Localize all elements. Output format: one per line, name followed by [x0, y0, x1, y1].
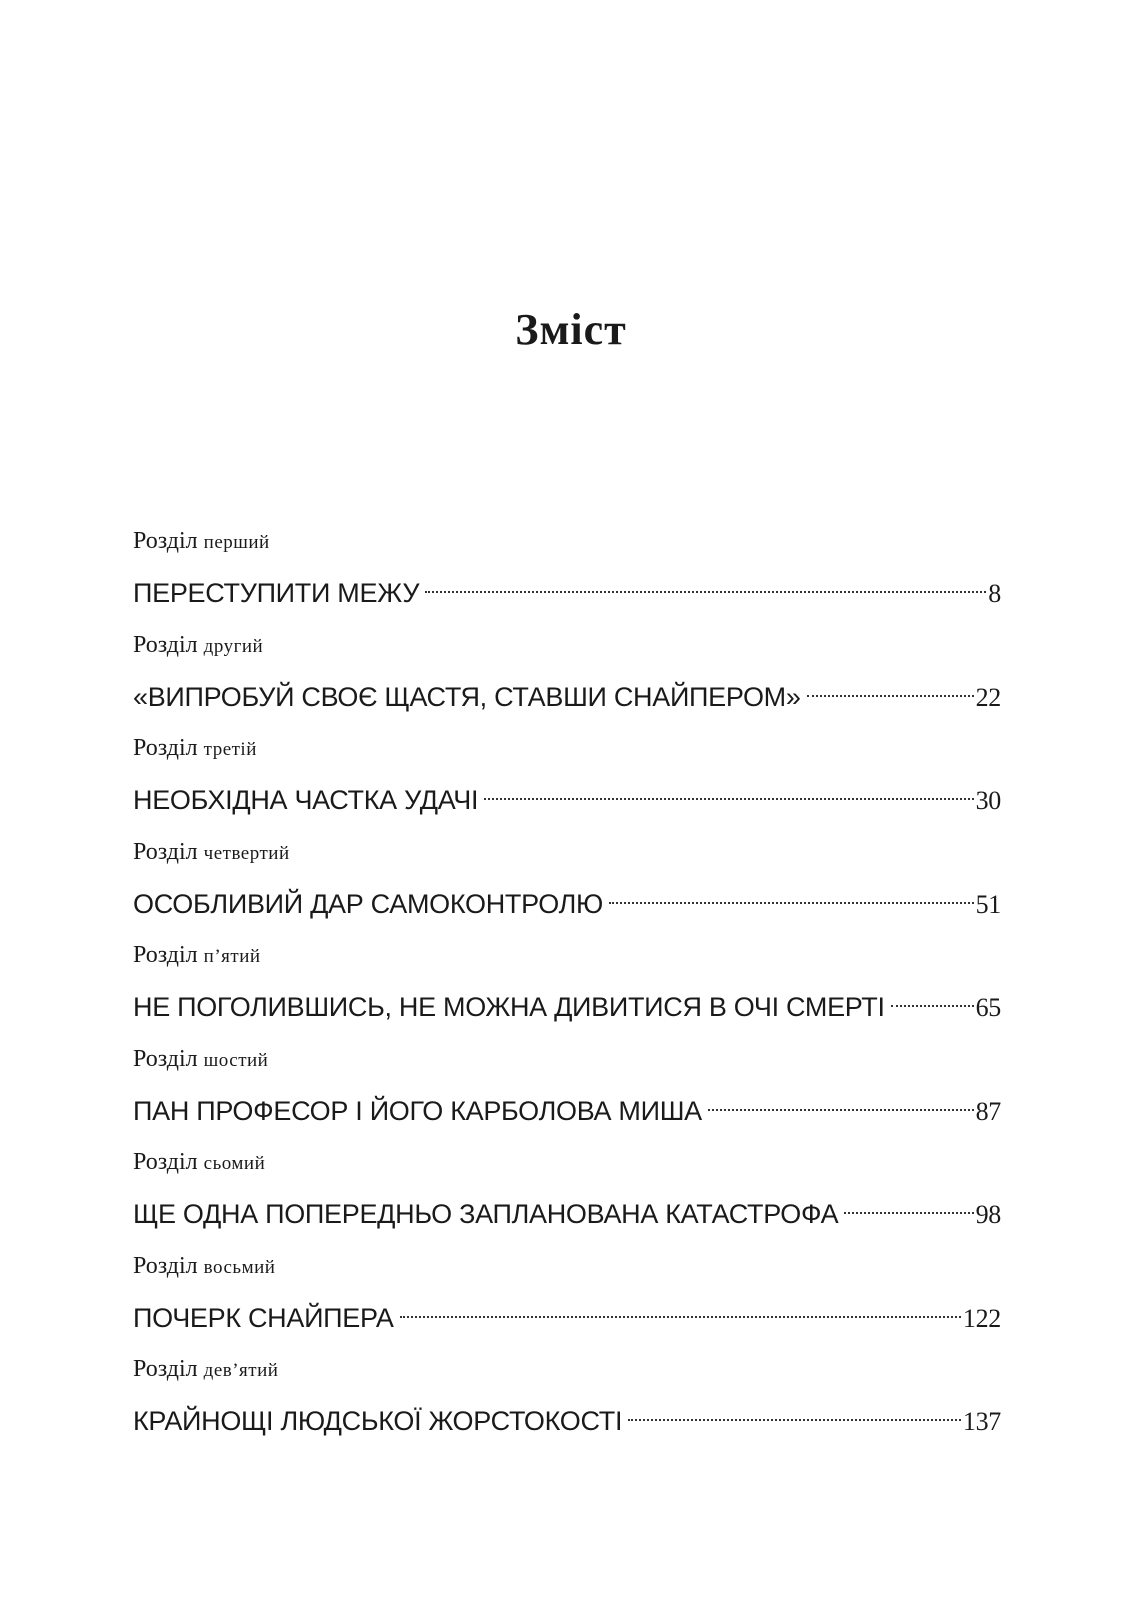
toc-link[interactable]: [133, 980, 1001, 1026]
dot-leader: [708, 1084, 974, 1120]
chapter-label-word: Розділ: [133, 735, 198, 761]
page-number: 87: [975, 1096, 1001, 1126]
chapter-title: «ВИПРОБУЙ СВОЄ ЩАСТЯ, СТАВШИ СНАЙПЕРОМ»: [133, 681, 801, 712]
chapter-label-word: Розділ: [133, 838, 198, 865]
chapter-label-ordinal: шостий: [203, 1049, 269, 1071]
dot-leader: [400, 1291, 961, 1327]
chapter-label: [133, 938, 1001, 980]
chapter-label: [133, 731, 1001, 773]
chapter-label: [133, 524, 1001, 566]
chapter-title: ЩЕ ОДНА ПОПЕРЕДНЬО ЗАПЛАНОВАНА КАТАСТРОФА: [133, 1199, 839, 1229]
dot-leader: [484, 773, 973, 809]
chapter-label-word: Розділ: [133, 1252, 198, 1279]
chapter-label: [133, 1042, 1001, 1084]
chapter-label-ordinal: п’ятий: [203, 946, 261, 967]
chapter-label: [133, 1145, 1001, 1187]
page-number: 65: [975, 993, 1001, 1022]
chapter-label-word: Розділ: [133, 1356, 198, 1382]
chapter-title: КРАЙНОЩІ ЛЮДСЬКОЇ ЖОРСТОКОСТІ: [133, 1406, 623, 1436]
chapter-label: [133, 1352, 1001, 1394]
page-number: 51: [975, 889, 1001, 919]
chapter-label: [133, 1249, 1001, 1291]
chapter-label-ordinal: восьмий: [203, 1256, 276, 1278]
dot-leader: [844, 1187, 973, 1223]
dot-leader: [628, 1394, 961, 1430]
toc-link[interactable]: [133, 670, 1001, 716]
chapter-label-ordinal: сьомий: [203, 1153, 266, 1174]
toc-entry: [133, 731, 1001, 835]
page-number: 122: [962, 1303, 1001, 1333]
dot-leader: [807, 670, 974, 706]
toc-link[interactable]: [133, 1084, 1001, 1130]
page-number: 8: [988, 579, 1001, 608]
chapter-label-ordinal: четвертий: [203, 842, 290, 864]
chapter-label-ordinal: третій: [203, 739, 257, 760]
chapter-label-ordinal: перший: [203, 532, 270, 553]
toc-link[interactable]: [133, 566, 1001, 612]
page-number: 22: [975, 682, 1001, 712]
chapter-label-word: Розділ: [133, 942, 198, 968]
dot-leader: [891, 980, 974, 1016]
chapter-title: НЕ ПОГОЛИВШИСЬ, НЕ МОЖНА ДИВИТИСЯ В ОЧІ СМЕРТІ: [133, 992, 885, 1022]
toc-link[interactable]: [133, 877, 1001, 923]
toc-entry: [133, 938, 1001, 1042]
chapter-label-word: Розділ: [133, 528, 198, 554]
chapter-title: ПАН ПРОФЕСОР І ЙОГО КАРБОЛОВА МИША: [133, 1095, 702, 1126]
page-number: 137: [962, 1407, 1001, 1436]
toc-entry: [133, 1249, 1001, 1353]
toc-entry: [133, 1042, 1001, 1146]
toc-entry: [133, 628, 1001, 732]
dot-leader: [425, 566, 986, 602]
chapter-label: [133, 628, 1001, 670]
toc-entry: [133, 835, 1001, 939]
chapter-label-word: Розділ: [133, 1045, 198, 1072]
chapter-label-word: Розділ: [133, 631, 198, 658]
page-title: Зміст: [515, 305, 627, 354]
chapter-title: ПОЧЕРК СНАЙПЕРА: [133, 1302, 394, 1333]
page-number: 30: [975, 786, 1001, 815]
toc-link[interactable]: [133, 773, 1001, 819]
page-number: 98: [975, 1200, 1001, 1229]
chapter-label-ordinal: другий: [203, 635, 264, 657]
toc-link[interactable]: [133, 1291, 1001, 1337]
toc-entry: [133, 1352, 1001, 1456]
toc-link[interactable]: [133, 1394, 1001, 1440]
chapter-title: ОСОБЛИВИЙ ДАР САМОКОНТРОЛЮ: [133, 888, 604, 919]
toc-link[interactable]: [133, 1187, 1001, 1233]
toc-entry: [133, 524, 1001, 628]
chapter-title: НЕОБХІДНА ЧАСТКА УДАЧІ: [133, 785, 479, 815]
chapter-label-ordinal: дев’ятий: [203, 1360, 279, 1381]
toc-entry: [133, 1145, 1001, 1249]
dot-leader: [609, 877, 974, 913]
chapter-label-word: Розділ: [133, 1149, 198, 1175]
chapter-title: ПЕРЕСТУПИТИ МЕЖУ: [133, 578, 420, 608]
chapter-label: [133, 835, 1001, 877]
table-of-contents: [133, 524, 1001, 1456]
